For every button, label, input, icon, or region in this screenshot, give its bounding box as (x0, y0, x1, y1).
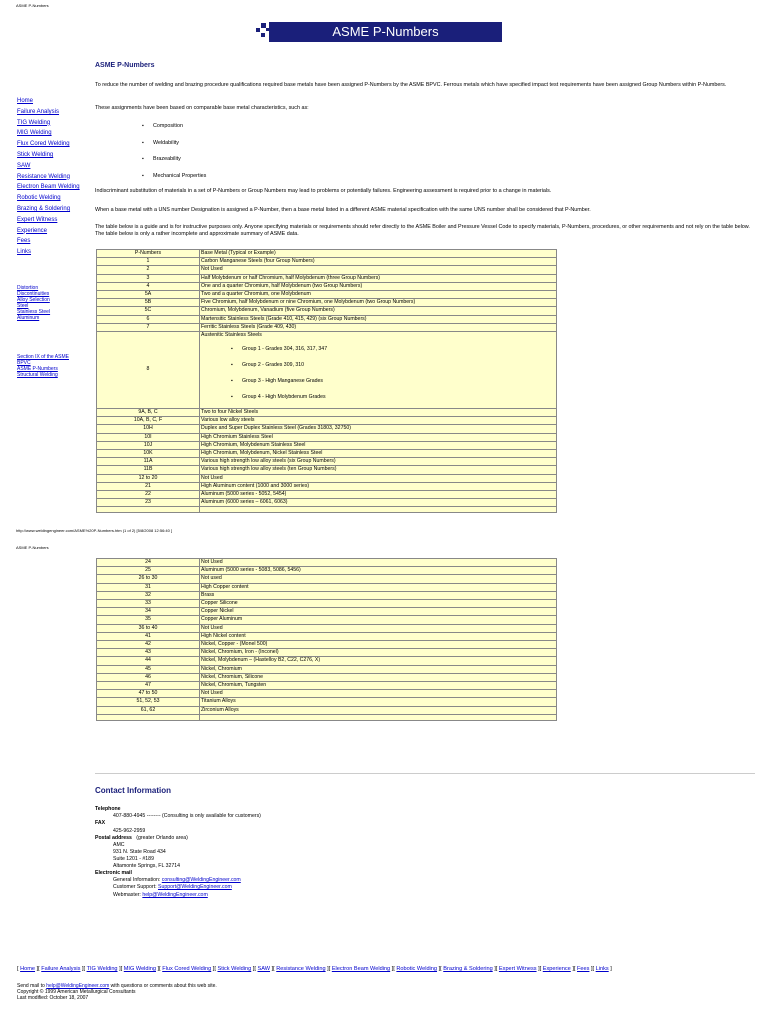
base-metal-cell: High Chromium, Molybdenum, Nickel Stainless Steel (200, 450, 557, 458)
footer-link-tig-welding[interactable]: TIG Welding (86, 966, 118, 972)
table-row (97, 559, 557, 567)
table-row (97, 507, 557, 513)
nav-link-fees[interactable]: Fees (17, 238, 31, 245)
webmaster-email-link[interactable]: help@WeldingEngineer.com (142, 891, 208, 898)
p-number-cell: 47 to 50 (97, 690, 200, 698)
bullet-icon: ▪ (231, 362, 233, 369)
base-metal-cell: Not Used (200, 624, 557, 632)
table-row (97, 482, 557, 490)
table-row (97, 417, 557, 425)
table-row (97, 665, 557, 673)
p-number-cell: 34 (97, 608, 200, 616)
base-metal-cell: Aluminum (5000 series - 5052, 5454) (200, 491, 557, 499)
table-row (97, 608, 557, 616)
bullet-icon: ▪ (231, 378, 233, 385)
mail-suffix: with questions or comments about this web site. (110, 983, 217, 989)
guide-paragraph: The table below is a guide and is for instructive purposes only. Anyone specifying materials or requirements should refer directly to the ASME Boiler and Pressure Vessel Code to specify materials, P-Numbers, procedures, or other requirements and not rely on the table below. The table below is only a rather incomplete and approximate summary of ASME data. (95, 224, 750, 237)
base-metal-cell: Not Used (200, 559, 557, 567)
characteristic-item: ▪ Mechanical Properties (153, 173, 206, 179)
footer-link-flux-cored-welding[interactable]: Flux Cored Welding (162, 966, 212, 972)
base-metal-cell: Five Chromium, half Molybdenum or nine Chromium, one Molybdenum (two Group Numbers) (200, 299, 557, 307)
base-metal-cell: Half Molybdenum or half Chromium, half Molybdenum (three Group Numbers) (200, 274, 557, 282)
base-metal-cell: High Chromium Stainless Steel (200, 433, 557, 441)
table-row (97, 315, 557, 323)
austenitic-title: Austenitic Stainless Steels (201, 332, 262, 339)
telephone-label: Telephone (95, 806, 121, 812)
table-row (97, 474, 557, 482)
base-metal-cell: High Nickel content (200, 632, 557, 640)
base-metal-cell: Nickel, Copper - (Monel 500) (200, 641, 557, 649)
base-metal-cell: Various high strength low alloy steels (six Group Numbers) (200, 458, 557, 466)
address-line: 931 N. State Road 434 (113, 849, 166, 856)
empty-cell (97, 714, 200, 720)
table-row (97, 458, 557, 466)
table-row (97, 583, 557, 591)
nav-link-expert-witness[interactable]: Expert Witness (17, 216, 58, 223)
table-row (97, 641, 557, 649)
footer-link-home[interactable]: Home (20, 966, 36, 972)
p-number-cell: P-Numbers (97, 250, 200, 258)
nav-link-experience[interactable]: Experience (17, 227, 48, 234)
footer-link-experience[interactable]: Experience (542, 966, 571, 972)
p-number-cell: 6 (97, 315, 200, 323)
p-number-cell: 24 (97, 559, 200, 567)
nav-link-distortion[interactable]: Distortion (17, 285, 39, 291)
table-row (97, 409, 557, 417)
empty-cell (200, 507, 557, 513)
table-row (97, 323, 557, 331)
mail-link[interactable]: help@WeldingEngineer.com (46, 983, 110, 989)
characteristic-item: ▪ Composition (153, 123, 183, 129)
p-numbers-table (96, 249, 557, 513)
characteristic-item: ▪ Weldability (153, 140, 179, 146)
base-metal-cell: Titanium Alloys (200, 698, 557, 706)
bullet-icon: ▪ (231, 394, 233, 401)
email-label: Electronic mail (95, 870, 132, 877)
p-number-cell: 11B (97, 466, 200, 474)
nav-link-stick-welding[interactable]: Stick Welding (17, 151, 54, 158)
copyright-block (17, 984, 217, 1001)
p-number-cell: 5A (97, 291, 200, 299)
austenitic-group: Group 1 - Grades 304, 316, 317, 347 (242, 346, 328, 353)
table-row (97, 567, 557, 575)
p-number-cell: 42 (97, 641, 200, 649)
nav-link-home[interactable]: Home (17, 98, 34, 104)
webmaster-label: Webmaster: (113, 891, 141, 898)
base-metal-cell: Aluminum (5000 series - 5083, 5086, 5456) (200, 567, 557, 575)
footer-link-brazing-soldering[interactable]: Brazing & Soldering (443, 966, 493, 972)
left-nav (17, 96, 80, 258)
table-row (97, 673, 557, 681)
postal-label: Postal address (95, 834, 132, 841)
footer-link-saw[interactable]: SAW (257, 966, 271, 972)
page-tag: ASME P-Numbers (16, 3, 49, 8)
table-row (97, 274, 557, 282)
empty-cell (200, 714, 557, 720)
table-row (97, 299, 557, 307)
table-row (97, 714, 557, 720)
empty-cell (97, 507, 200, 513)
postal-note: (greater Orlando area) (136, 834, 188, 841)
table-row (97, 600, 557, 608)
nav-link-mig-welding[interactable]: MIG Welding (17, 130, 52, 137)
base-metal-cell: Not used (200, 575, 557, 583)
section-title: ASME P-Numbers (95, 62, 155, 69)
base-metal-cell: Copper Aluminum (200, 616, 557, 624)
p-number-cell: 47 (97, 682, 200, 690)
footer-nav: [ Home ][ Failure Analysis ][ TIG Welding ][ MIG Welding ][ Flux Cored Welding ][ Stick Welding ][ SAW ][ Resistance Welding ][ Electron Beam Welding ][ Robotic Welding ][ Brazing & Soldering ][ Expert Witness ][ Experience ][ Fees ][ Links ] (17, 966, 612, 972)
p-number-cell: 5B (97, 299, 200, 307)
table-row (97, 466, 557, 474)
table-row (97, 332, 557, 409)
table-row (97, 499, 557, 507)
left-nav-codes (17, 354, 69, 378)
nav-link-brazing-soldering[interactable]: Brazing & Soldering (17, 205, 71, 212)
uns-paragraph: When a base metal with a UNS number Designation is assigned a P-Number, then a base metal listed in a different ASME material specification with the same UNS number shall be considered that P-Number. (95, 207, 591, 213)
nav-link-failure-analysis[interactable]: Failure Analysis (17, 108, 60, 115)
table-row (97, 291, 557, 299)
nav-link-flux-cored-welding[interactable]: Flux Cored Welding (17, 141, 70, 148)
p-number-cell: 5C (97, 307, 200, 315)
nav-link-aluminum[interactable]: Aluminum (17, 315, 40, 321)
last-modified: Last modified: October 18, 2007 (17, 994, 89, 1001)
base-metal-cell: Aluminum (6000 series – 6061, 6063) (200, 499, 557, 507)
bullet-icon: ▪ (231, 346, 233, 353)
p-number-cell: 36 to 40 (97, 624, 200, 632)
base-metal-cell: Nickel, Chromium, Tungsten (200, 682, 557, 690)
footer-link-expert-witness[interactable]: Expert Witness (498, 966, 537, 972)
support-email-link[interactable]: Support@WeldingEngineer.com (158, 884, 232, 891)
p-number-cell: 21 (97, 482, 200, 490)
support-label: Customer Support: (113, 884, 157, 891)
table-row (97, 706, 557, 714)
table-row (97, 624, 557, 632)
p-number-cell: 8 (97, 332, 200, 409)
table-row (97, 690, 557, 698)
p-number-cell: 12 to 20 (97, 474, 200, 482)
base-metal-cell: Chromium, Molybdenum, Vanadium (five Group Numbers) (200, 307, 557, 315)
table-row (97, 450, 557, 458)
p-number-cell: 4 (97, 282, 200, 290)
footer-link-failure-analysis[interactable]: Failure Analysis (41, 966, 81, 972)
table-row (97, 657, 557, 665)
austenitic-group: Group 3 - High Manganese Grades (242, 378, 324, 385)
base-metal-cell: Nickel, Chromium, Silicone (200, 673, 557, 681)
base-metal-cell: Base Metal (Typical or Example) (200, 250, 557, 258)
table-row (97, 698, 557, 706)
p-number-cell: 11A (97, 458, 200, 466)
base-metal-cell: Ferritic Stainless Steels (Grade 409, 430) (200, 323, 557, 331)
p-number-cell: 25 (97, 567, 200, 575)
base-metal-cell: Zirconium Alloys (200, 706, 557, 714)
nav-link-saw[interactable]: SAW (17, 162, 31, 169)
general-label: General Information: (113, 877, 161, 884)
address-line: AMC (113, 842, 125, 849)
footer-link-fees[interactable]: Fees (576, 966, 590, 972)
nav-link-robotic-welding[interactable]: Robotic Welding (17, 195, 61, 202)
intro-paragraph: To reduce the number of welding and brazing procedure qualifications required base metals have been assigned P-Numbers by the ASME BPVC. Ferrous metals which have specified impact test requirements have been assigned Group Numbers within P-Numbers. (95, 82, 727, 88)
p-number-cell: 22 (97, 491, 200, 499)
p-number-cell: 10J (97, 441, 200, 449)
nav-link-asme-p-numbers[interactable]: ASME P-Numbers (17, 366, 58, 372)
footer-link-links[interactable]: Links (595, 966, 609, 972)
nav-link-links[interactable]: Links (17, 249, 32, 256)
austenitic-group: Group 4 - High Molybdenum Grades (242, 394, 326, 401)
substitution-paragraph: Indiscriminant substitution of materials in a set of P-Numbers or Group Numbers may lead to problems or potentially failures. Engineering assessment is required prior to a change in materials. (95, 188, 552, 194)
p-number-cell: 41 (97, 632, 200, 640)
base-metal-cell: High Chromium, Molybdenum Stainless Steel (200, 441, 557, 449)
table-row (97, 307, 557, 315)
base-metal-cell: Two to four Nickel Steels (200, 409, 557, 417)
nav-link-discontinuities[interactable]: Discontinuities (17, 291, 50, 297)
base-metal-cell: Nickel, Chromium, Iron - (Inconel) (200, 649, 557, 657)
nav-link-electron-beam-welding[interactable]: Electron Beam Welding (17, 184, 80, 191)
nav-link-tig-welding[interactable]: TIG Welding (17, 119, 51, 126)
p-number-cell: 45 (97, 665, 200, 673)
table-row (97, 632, 557, 640)
base-metal-cell: Nickel, Molybdenum – (Hastelloy B2, C22, C276, X) (200, 657, 557, 665)
table-row (97, 433, 557, 441)
base-metal-cell: Not Used (200, 266, 557, 274)
footer-link-robotic-welding[interactable]: Robotic Welding (396, 966, 438, 972)
footer-link-mig-welding[interactable]: MIG Welding (123, 966, 156, 972)
p-number-cell: 10H (97, 425, 200, 433)
base-metal-cell: Not Used (200, 690, 557, 698)
page-tag-2: ASME P-Numbers (16, 545, 49, 550)
p-number-cell: 61, 62 (97, 706, 200, 714)
base-metal-cell: Carbon Manganese Steels (four Group Numbers) (200, 258, 557, 266)
table-row (97, 575, 557, 583)
assign-paragraph: These assignments have been based on comparable base metal characteristics, such as: (95, 105, 309, 111)
table-row (97, 282, 557, 290)
base-metal-cell: Nickel, Chromium (200, 665, 557, 673)
table-row (97, 591, 557, 599)
copyright-line: Copyright © 1999 American Metallurgical Consultants (17, 988, 136, 995)
p-number-cell: 46 (97, 673, 200, 681)
base-metal-cell: Brass (200, 591, 557, 599)
table-row (97, 491, 557, 499)
austenitic-group: Group 2 - Grades 309, 310 (242, 362, 304, 369)
table-row (97, 649, 557, 657)
p-number-cell: 32 (97, 591, 200, 599)
nav-link-steel[interactable]: Steel (17, 303, 29, 309)
p-number-cell: 43 (97, 649, 200, 657)
base-metal-cell: Martensitic Stainless Steels (Grade 410, 415, 429) (six Group Numbers) (200, 315, 557, 323)
telephone-value: 407-880-4945 -------- (Consulting is only available for customers) (113, 813, 261, 820)
table-row (97, 682, 557, 690)
p-number-cell: 1 (97, 258, 200, 266)
nav-link-section-ix-of-the-asme[interactable]: Section IX of the ASME (17, 354, 69, 360)
p-number-cell: 7 (97, 323, 200, 331)
table-row (97, 425, 557, 433)
address-line: Altamonte Springs, FL 32714 (113, 863, 180, 870)
p-number-cell: 10A, B, C, F (97, 417, 200, 425)
nav-link-structural-welding[interactable]: Structural Welding (17, 372, 58, 378)
table-row (97, 266, 557, 274)
base-metal-cell: High Aluminum content (1000 and 3000 series) (200, 482, 557, 490)
address-line: Suite 1201 - #189 (113, 856, 154, 863)
p-number-cell: 31 (97, 583, 200, 591)
p-number-cell: 9A, B, C (97, 409, 200, 417)
page-url: http://www.weldingengineer.com/ASME%20P-Numbers.htm (1 of 2) [5/8/2008 12:56:40 ] (16, 528, 173, 533)
divider (95, 773, 755, 774)
mail-prefix: Send mail to (17, 983, 45, 989)
p-number-cell: 26 to 30 (97, 575, 200, 583)
p-number-cell: 44 (97, 657, 200, 665)
page-title: ASME P-Numbers (269, 22, 502, 42)
nav-link-bpvc[interactable]: BPVC (17, 360, 31, 366)
base-metal-cell (200, 332, 557, 409)
base-metal-cell: Not Used (200, 474, 557, 482)
left-nav-materials (17, 285, 50, 321)
fax-value: 425-962-2959 (113, 827, 146, 834)
base-metal-cell: Duplex and Super Duplex Stainless Steel (Grades 31803, 32750) (200, 425, 557, 433)
base-metal-cell: Copper Silicone (200, 600, 557, 608)
p-number-cell: 2 (97, 266, 200, 274)
base-metal-cell: Copper Nickel (200, 608, 557, 616)
p-number-cell: 10K (97, 450, 200, 458)
footer-link-resistance-welding[interactable]: Resistance Welding (276, 966, 326, 972)
base-metal-cell: Various low alloy steels (200, 417, 557, 425)
base-metal-cell: Two and a quarter Chromium, one Molybdenum (200, 291, 557, 299)
characteristic-item: ▪ Brazeability (153, 156, 181, 162)
table-row (97, 258, 557, 266)
table-row (97, 250, 557, 258)
p-numbers-table-continued (96, 558, 557, 721)
p-number-cell: 35 (97, 616, 200, 624)
base-metal-cell: High Copper content (200, 583, 557, 591)
contact-block (95, 806, 261, 899)
p-number-cell: 10I (97, 433, 200, 441)
fax-label: FAX (95, 820, 106, 827)
nav-link-stainless-steel[interactable]: Stainless Steel (17, 309, 51, 315)
nav-link-alloy-selection[interactable]: Alloy Selection (17, 297, 50, 303)
contact-title: Contact Information (95, 786, 171, 795)
base-metal-cell: One and a quarter Chromium, half Molybdenum (two Group Numbers) (200, 282, 557, 290)
base-metal-cell: Various high strength low alloy steels (ten Group Numbers) (200, 466, 557, 474)
general-email-link[interactable]: consulting@WeldingEngineer.com (161, 877, 241, 884)
footer-link-electron-beam-welding[interactable]: Electron Beam Welding (331, 966, 391, 972)
footer-link-stick-welding[interactable]: Stick Welding (217, 966, 252, 972)
p-number-cell: 3 (97, 274, 200, 282)
nav-link-resistance-welding[interactable]: Resistance Welding (17, 173, 70, 180)
table-row (97, 441, 557, 449)
p-number-cell: 23 (97, 499, 200, 507)
table-row (97, 616, 557, 624)
p-number-cell: 51, 52, 53 (97, 698, 200, 706)
p-number-cell: 33 (97, 600, 200, 608)
